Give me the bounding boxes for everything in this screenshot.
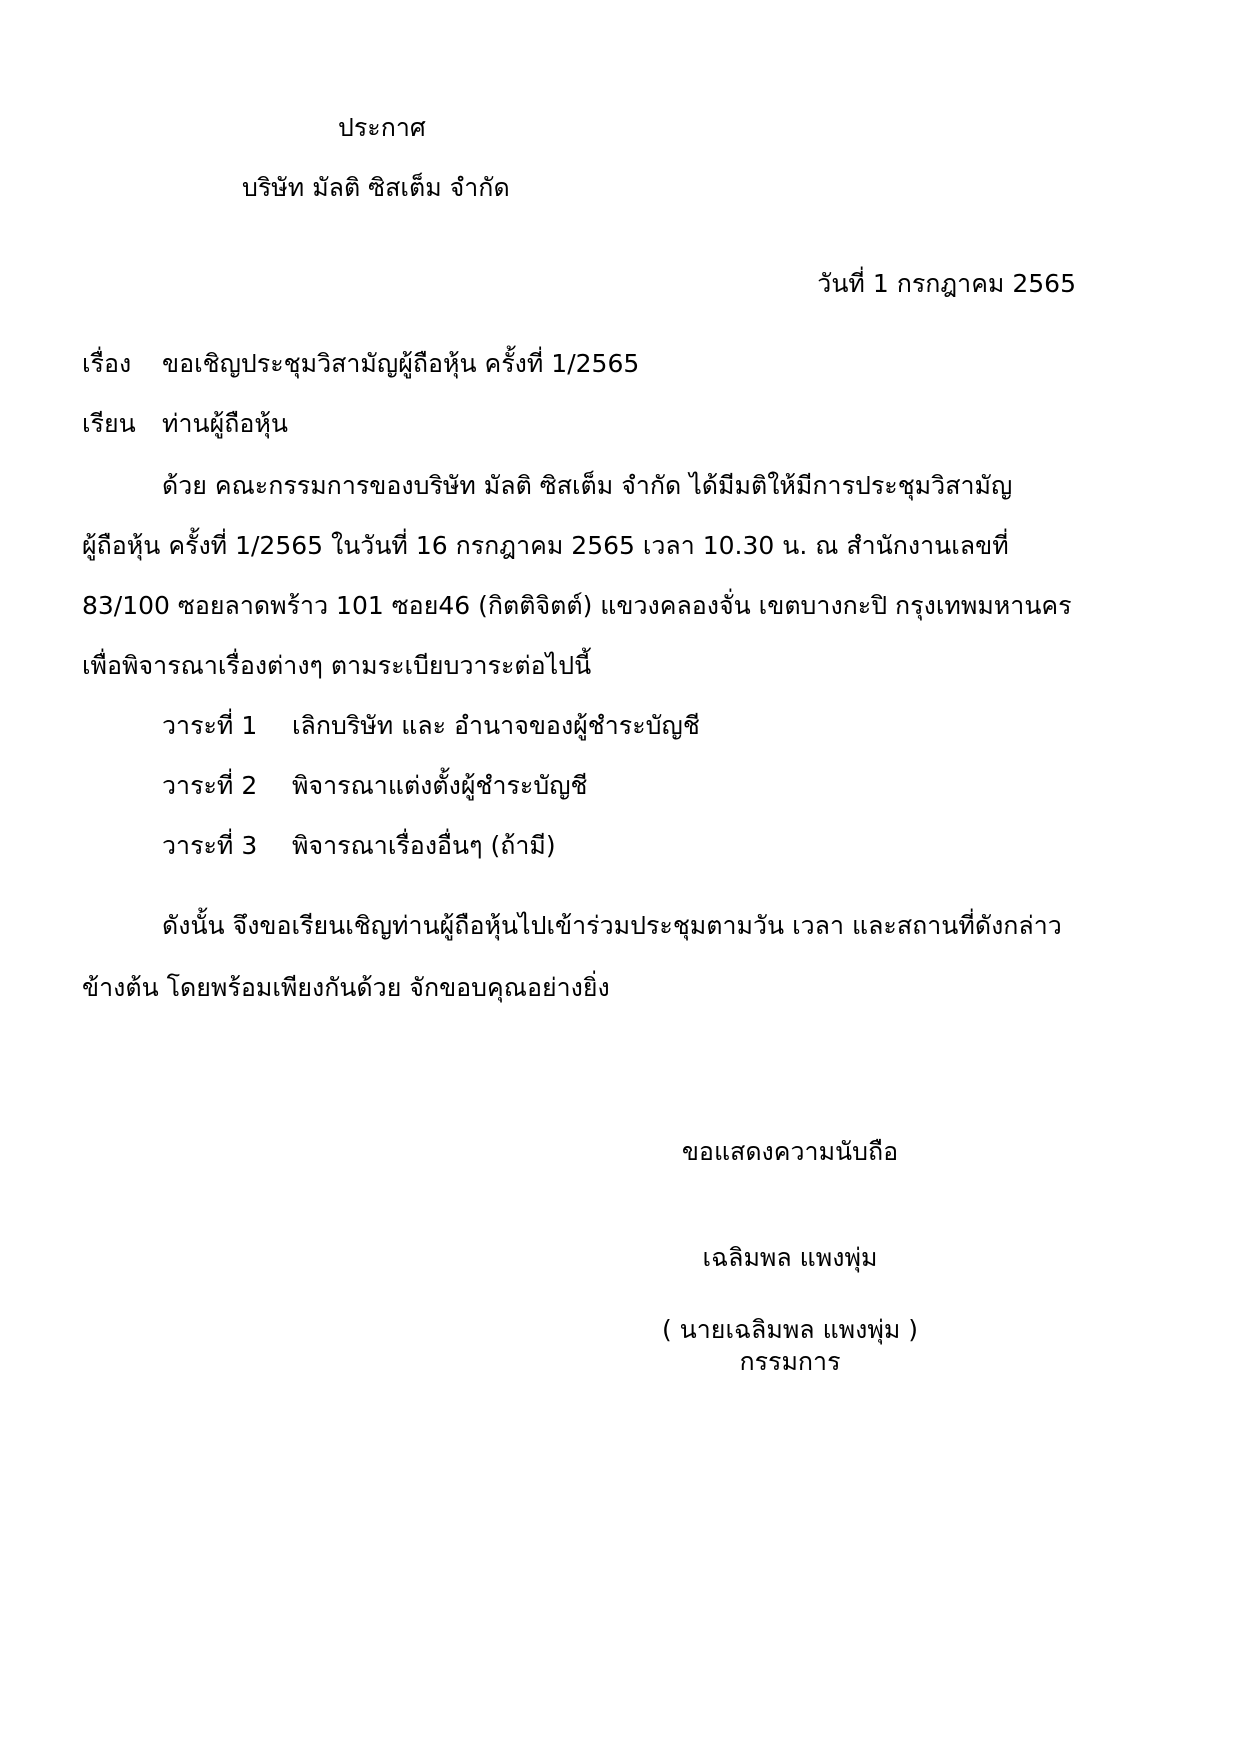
announcement-heading: ประกาศ [338, 113, 426, 142]
document-date: วันที่ 1 กรกฎาคม 2565 [817, 269, 1076, 298]
agenda-item-2-label: วาระที่ 2 [162, 771, 258, 800]
paragraph1-line-2: ผู้ถือหุ้น ครั้งที่ 1/2565 ในวันที่ 16 กรกฎาคม 2565 เวลา 10.30 น. ณ สำนักงานเลขที่ [82, 531, 1009, 560]
paragraph1-line-1: ด้วย คณะกรรมการของบริษัท มัลติ ซิสเต็ม จำกัด ได้มีมติให้มีการประชุมวิสามัญ [162, 471, 1013, 500]
signature-name: เฉลิมพล แพงพุ่ม [702, 1243, 878, 1272]
paragraph1-line-4: เพื่อพิจารณาเรื่องต่างๆ ตามระเบียบวาระต่อไปนี้ [82, 651, 592, 680]
agenda-item-3-text: พิจารณาเรื่องอื่นๆ (ถ้ามี) [292, 831, 556, 860]
signer-position: กรรมการ [739, 1347, 841, 1376]
recipient-text: ท่านผู้ถือหุ้น [162, 409, 288, 438]
signer-full-name: ( นายเฉลิมพล แพงพุ่ม ) [661, 1315, 919, 1344]
paragraph2-line-2: ข้างต้น โดยพร้อมเพียงกันด้วย จักขอบคุณอย่างยิ่ง [82, 973, 610, 1002]
closing-regards: ขอแสดงความนับถือ [681, 1137, 899, 1166]
recipient-label: เรียน [82, 409, 136, 438]
agenda-item-1-label: วาระที่ 1 [162, 711, 258, 740]
agenda-item-3-label: วาระที่ 3 [162, 831, 258, 860]
agenda-item-2-text: พิจารณาแต่งตั้งผู้ชำระบัญชี [292, 771, 588, 800]
subject-text: ขอเชิญประชุมวิสามัญผู้ถือหุ้น ครั้งที่ 1/2565 [162, 349, 640, 378]
paragraph1-line-3: 83/100 ซอยลาดพร้าว 101 ซอย46 (กิตติจิตต์) แขวงคลองจั่น เขตบางกะปิ กรุงเทพมหานคร [82, 591, 1072, 620]
subject-label: เรื่อง [82, 349, 132, 378]
paragraph2-line-1: ดังนั้น จึงขอเรียนเชิญท่านผู้ถือหุ้นไปเข้าร่วมประชุมตามวัน เวลา และสถานที่ดังกล่าว [162, 911, 1062, 940]
agenda-item-1-text: เลิกบริษัท และ อำนาจของผู้ชำระบัญชี [292, 711, 700, 740]
company-name: บริษัท มัลติ ซิสเต็ม จำกัด [242, 173, 510, 202]
